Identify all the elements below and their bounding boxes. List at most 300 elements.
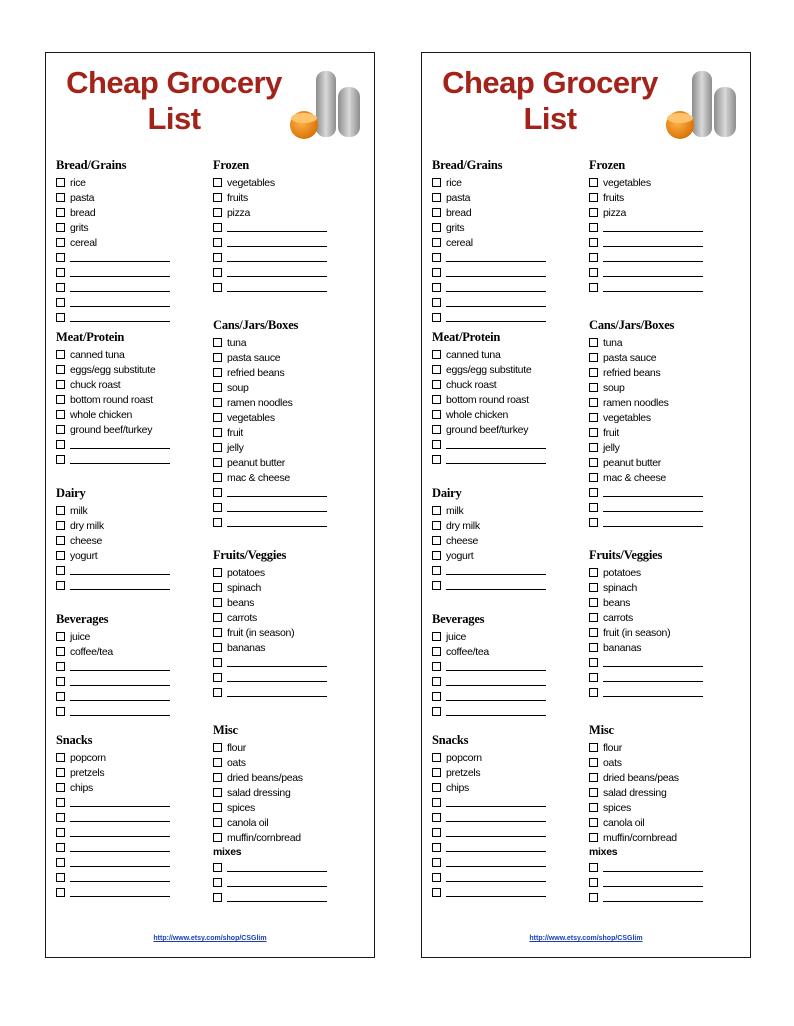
checkbox[interactable] xyxy=(56,551,65,560)
checkbox[interactable] xyxy=(56,843,65,852)
blank-list-item xyxy=(432,295,588,310)
checkbox[interactable] xyxy=(56,753,65,762)
checkbox[interactable] xyxy=(213,833,222,842)
checkbox[interactable] xyxy=(213,193,222,202)
checkbox[interactable] xyxy=(589,788,598,797)
write-in-line[interactable] xyxy=(70,670,170,671)
checkbox[interactable] xyxy=(432,380,441,389)
item-label: fruit xyxy=(603,426,620,439)
write-in-line[interactable] xyxy=(603,291,703,292)
write-in-line[interactable] xyxy=(70,589,170,590)
checkbox[interactable] xyxy=(589,283,598,292)
checkbox[interactable] xyxy=(213,238,222,247)
checkbox[interactable] xyxy=(589,208,598,217)
checkbox[interactable] xyxy=(432,395,441,404)
checkbox[interactable] xyxy=(213,863,222,872)
checkbox[interactable] xyxy=(213,758,222,767)
checkbox[interactable] xyxy=(432,798,441,807)
checkbox[interactable] xyxy=(432,783,441,792)
checkbox[interactable] xyxy=(589,178,598,187)
item-label: whole chicken xyxy=(70,408,133,421)
checkbox[interactable] xyxy=(56,253,65,262)
checkbox[interactable] xyxy=(56,662,65,671)
checkbox[interactable] xyxy=(213,443,222,452)
section-misc xyxy=(213,722,369,905)
checkbox[interactable] xyxy=(432,455,441,464)
checkbox[interactable] xyxy=(56,455,65,464)
checkbox[interactable] xyxy=(589,893,598,902)
checkbox[interactable] xyxy=(213,518,222,527)
checkbox[interactable] xyxy=(589,443,598,452)
write-in-line[interactable] xyxy=(227,886,327,887)
checkbox[interactable] xyxy=(56,238,65,247)
item-label: fruits xyxy=(603,191,624,204)
checkbox[interactable] xyxy=(432,581,441,590)
checkbox[interactable] xyxy=(589,658,598,667)
write-in-line[interactable] xyxy=(446,866,546,867)
checkbox[interactable] xyxy=(589,503,598,512)
blank-list-item xyxy=(432,578,588,593)
checkbox[interactable] xyxy=(589,368,598,377)
checkbox[interactable] xyxy=(432,283,441,292)
write-in-line[interactable] xyxy=(227,511,327,512)
checkbox[interactable] xyxy=(589,773,598,782)
write-in-line[interactable] xyxy=(603,871,703,872)
checkbox[interactable] xyxy=(432,873,441,882)
checkbox[interactable] xyxy=(589,223,598,232)
write-in-line[interactable] xyxy=(70,836,170,837)
write-in-line[interactable] xyxy=(70,574,170,575)
list-item xyxy=(213,410,369,425)
checkbox[interactable] xyxy=(432,178,441,187)
write-in-line[interactable] xyxy=(70,866,170,867)
checkbox[interactable] xyxy=(56,873,65,882)
section-frozen xyxy=(213,157,369,295)
list-title: Cheap Grocery List xyxy=(66,65,282,136)
write-in-line[interactable] xyxy=(70,463,170,464)
checkbox[interactable] xyxy=(56,798,65,807)
write-in-line[interactable] xyxy=(227,696,327,697)
checkbox[interactable] xyxy=(432,238,441,247)
checkbox[interactable] xyxy=(56,677,65,686)
checkbox[interactable] xyxy=(56,380,65,389)
checkbox[interactable] xyxy=(589,583,598,592)
checkbox[interactable] xyxy=(589,193,598,202)
item-label: coffee/tea xyxy=(70,645,113,658)
checkbox[interactable] xyxy=(589,743,598,752)
item-label: dry milk xyxy=(70,519,104,532)
checkbox[interactable] xyxy=(56,828,65,837)
write-in-line[interactable] xyxy=(446,685,546,686)
list-item xyxy=(589,800,745,815)
list-item xyxy=(213,740,369,755)
checkbox[interactable] xyxy=(432,313,441,322)
checkbox[interactable] xyxy=(213,818,222,827)
checkbox[interactable] xyxy=(432,888,441,897)
list-item xyxy=(589,425,745,440)
write-in-line[interactable] xyxy=(603,666,703,667)
checkbox[interactable] xyxy=(589,568,598,577)
section-fruits-veggies xyxy=(589,547,745,700)
blank-list-item xyxy=(432,250,588,265)
checkbox[interactable] xyxy=(56,410,65,419)
checkbox[interactable] xyxy=(213,743,222,752)
checkbox[interactable] xyxy=(213,398,222,407)
checkbox[interactable] xyxy=(589,518,598,527)
checkbox[interactable] xyxy=(56,313,65,322)
write-in-line[interactable] xyxy=(70,896,170,897)
checkbox[interactable] xyxy=(56,365,65,374)
write-in-line[interactable] xyxy=(227,291,327,292)
checkbox[interactable] xyxy=(56,707,65,716)
checkbox[interactable] xyxy=(56,208,65,217)
list-item xyxy=(213,565,369,580)
list-item xyxy=(56,235,212,250)
item-label: soup xyxy=(227,381,249,394)
checkbox[interactable] xyxy=(432,268,441,277)
checkbox[interactable] xyxy=(56,888,65,897)
blank-list-item xyxy=(213,265,369,280)
blank-list-item xyxy=(56,674,212,689)
checkbox[interactable] xyxy=(56,768,65,777)
blank-list-item xyxy=(589,655,745,670)
write-in-line[interactable] xyxy=(227,666,327,667)
checkbox[interactable] xyxy=(213,503,222,512)
section-heading: Beverages xyxy=(432,612,485,626)
checkbox[interactable] xyxy=(589,863,598,872)
checkbox[interactable] xyxy=(432,193,441,202)
write-in-line[interactable] xyxy=(603,681,703,682)
checkbox[interactable] xyxy=(56,506,65,515)
write-in-line[interactable] xyxy=(70,276,170,277)
checkbox[interactable] xyxy=(432,632,441,641)
checkbox[interactable] xyxy=(589,758,598,767)
checkbox[interactable] xyxy=(213,673,222,682)
checkbox[interactable] xyxy=(432,647,441,656)
checkbox[interactable] xyxy=(589,643,598,652)
write-in-line[interactable] xyxy=(446,306,546,307)
item-label: pizza xyxy=(227,206,251,219)
checkbox[interactable] xyxy=(56,521,65,530)
checkbox[interactable] xyxy=(432,425,441,434)
write-in-line[interactable] xyxy=(70,448,170,449)
checkbox[interactable] xyxy=(213,208,222,217)
checkbox[interactable] xyxy=(589,353,598,362)
write-in-line[interactable] xyxy=(603,886,703,887)
write-in-line[interactable] xyxy=(70,715,170,716)
checkbox[interactable] xyxy=(432,521,441,530)
checkbox[interactable] xyxy=(56,536,65,545)
write-in-line[interactable] xyxy=(227,261,327,262)
item-label: ramen noodles xyxy=(603,396,669,409)
item-label: pizza xyxy=(603,206,627,219)
checkbox[interactable] xyxy=(56,632,65,641)
checkbox[interactable] xyxy=(432,813,441,822)
write-in-line[interactable] xyxy=(227,681,327,682)
item-label: whole chicken xyxy=(446,408,509,421)
checkbox[interactable] xyxy=(589,458,598,467)
write-in-line[interactable] xyxy=(70,261,170,262)
section-heading: Fruits/Veggies xyxy=(213,548,287,562)
write-in-line[interactable] xyxy=(603,496,703,497)
item-label: dried beans/peas xyxy=(603,771,679,784)
checkbox[interactable] xyxy=(213,628,222,637)
checkbox[interactable] xyxy=(432,566,441,575)
checkbox[interactable] xyxy=(56,813,65,822)
checkbox[interactable] xyxy=(432,692,441,701)
checkbox[interactable] xyxy=(213,568,222,577)
item-label: chips xyxy=(70,781,94,794)
list-item xyxy=(589,455,745,470)
item-label: popcorn xyxy=(446,751,482,764)
checkbox[interactable] xyxy=(432,298,441,307)
write-in-line[interactable] xyxy=(70,321,170,322)
checkbox[interactable] xyxy=(213,878,222,887)
write-in-line[interactable] xyxy=(70,700,170,701)
checkbox[interactable] xyxy=(213,223,222,232)
checkbox[interactable] xyxy=(432,843,441,852)
checkbox[interactable] xyxy=(589,818,598,827)
blank-list-item xyxy=(432,563,588,578)
checkbox[interactable] xyxy=(589,688,598,697)
checkbox[interactable] xyxy=(589,253,598,262)
section-beverages xyxy=(56,611,212,719)
write-in-line[interactable] xyxy=(446,806,546,807)
write-in-line[interactable] xyxy=(227,246,327,247)
checkbox[interactable] xyxy=(56,178,65,187)
write-in-line[interactable] xyxy=(227,526,327,527)
write-in-line[interactable] xyxy=(603,696,703,697)
write-in-line[interactable] xyxy=(70,291,170,292)
checkbox[interactable] xyxy=(213,643,222,652)
blank-list-item xyxy=(56,659,212,674)
write-in-line[interactable] xyxy=(446,715,546,716)
checkbox[interactable] xyxy=(589,268,598,277)
checkbox[interactable] xyxy=(56,783,65,792)
write-in-line[interactable] xyxy=(227,901,327,902)
checkbox[interactable] xyxy=(213,178,222,187)
write-in-line[interactable] xyxy=(603,261,703,262)
checkbox[interactable] xyxy=(213,473,222,482)
checkbox[interactable] xyxy=(213,268,222,277)
checkbox[interactable] xyxy=(213,368,222,377)
write-in-line[interactable] xyxy=(446,670,546,671)
checkbox[interactable] xyxy=(589,428,598,437)
write-in-line[interactable] xyxy=(70,881,170,882)
list-item xyxy=(432,644,588,659)
checkbox[interactable] xyxy=(589,383,598,392)
checkbox[interactable] xyxy=(56,193,65,202)
write-in-line[interactable] xyxy=(227,231,327,232)
checkbox[interactable] xyxy=(56,858,65,867)
checkbox[interactable] xyxy=(432,440,441,449)
blank-list-item xyxy=(56,310,212,325)
checkbox[interactable] xyxy=(56,647,65,656)
list-item xyxy=(589,470,745,485)
checkbox[interactable] xyxy=(589,488,598,497)
section-snacks xyxy=(432,732,588,900)
write-in-line[interactable] xyxy=(603,276,703,277)
checkbox[interactable] xyxy=(432,536,441,545)
checkbox[interactable] xyxy=(432,223,441,232)
item-label: beans xyxy=(227,596,255,609)
shop-url-link[interactable]: http://www.etsy.com/shop/CSGlim xyxy=(529,935,643,942)
checkbox[interactable] xyxy=(213,488,222,497)
section-heading: Bread/Grains xyxy=(56,158,127,172)
checkbox[interactable] xyxy=(432,858,441,867)
item-label: juice xyxy=(446,630,467,643)
write-in-line[interactable] xyxy=(446,851,546,852)
checkbox[interactable] xyxy=(213,383,222,392)
checkbox[interactable] xyxy=(56,440,65,449)
list-item xyxy=(589,580,745,595)
checkbox[interactable] xyxy=(213,353,222,362)
item-label: eggs/egg substitute xyxy=(70,363,156,376)
write-in-line[interactable] xyxy=(446,574,546,575)
checkbox[interactable] xyxy=(589,413,598,422)
money-coins-icon xyxy=(660,61,746,145)
checkbox[interactable] xyxy=(432,350,441,359)
item-label: muffin/cornbread xyxy=(227,831,301,844)
item-label: spinach xyxy=(603,581,638,594)
checkbox[interactable] xyxy=(213,338,222,347)
item-label: spinach xyxy=(227,581,262,594)
checkbox[interactable] xyxy=(56,566,65,575)
list-item xyxy=(56,407,212,422)
write-in-line[interactable] xyxy=(446,321,546,322)
checkbox[interactable] xyxy=(56,692,65,701)
write-in-line[interactable] xyxy=(446,261,546,262)
list-item xyxy=(56,392,212,407)
item-label: jelly xyxy=(227,441,244,454)
write-in-line[interactable] xyxy=(227,276,327,277)
checkbox[interactable] xyxy=(56,223,65,232)
list-item xyxy=(213,595,369,610)
write-in-line[interactable] xyxy=(603,246,703,247)
checkbox[interactable] xyxy=(213,428,222,437)
item-label: potatoes xyxy=(603,566,641,579)
checkbox[interactable] xyxy=(56,425,65,434)
checkbox[interactable] xyxy=(213,253,222,262)
checkbox[interactable] xyxy=(56,268,65,277)
write-in-line[interactable] xyxy=(603,901,703,902)
write-in-line[interactable] xyxy=(227,871,327,872)
checkbox[interactable] xyxy=(432,506,441,515)
list-item xyxy=(213,365,369,380)
section-dairy xyxy=(56,485,212,593)
checkbox[interactable] xyxy=(589,473,598,482)
write-in-line[interactable] xyxy=(227,496,327,497)
checkbox[interactable] xyxy=(213,788,222,797)
checkbox[interactable] xyxy=(589,628,598,637)
shop-url-link[interactable]: http://www.etsy.com/shop/CSGlim xyxy=(153,935,267,942)
checkbox[interactable] xyxy=(432,662,441,671)
checkbox[interactable] xyxy=(432,768,441,777)
blank-list-item xyxy=(213,685,369,700)
write-in-line[interactable] xyxy=(70,821,170,822)
checkbox[interactable] xyxy=(589,338,598,347)
write-in-line[interactable] xyxy=(446,700,546,701)
write-in-line[interactable] xyxy=(446,276,546,277)
checkbox[interactable] xyxy=(589,598,598,607)
write-in-line[interactable] xyxy=(70,306,170,307)
write-in-line[interactable] xyxy=(70,851,170,852)
write-in-line[interactable] xyxy=(70,806,170,807)
item-label: flour xyxy=(603,741,622,754)
item-label: fruit xyxy=(227,426,244,439)
checkbox[interactable] xyxy=(56,581,65,590)
write-in-line[interactable] xyxy=(603,511,703,512)
checkbox[interactable] xyxy=(213,613,222,622)
checkbox[interactable] xyxy=(589,613,598,622)
write-in-line[interactable] xyxy=(446,821,546,822)
checkbox[interactable] xyxy=(213,598,222,607)
item-label: chuck roast xyxy=(70,378,121,391)
checkbox[interactable] xyxy=(213,688,222,697)
checkbox[interactable] xyxy=(213,413,222,422)
write-in-line[interactable] xyxy=(446,463,546,464)
list-item xyxy=(432,220,588,235)
checkbox[interactable] xyxy=(432,208,441,217)
write-in-line[interactable] xyxy=(603,231,703,232)
checkbox[interactable] xyxy=(589,878,598,887)
write-in-line[interactable] xyxy=(446,589,546,590)
checkbox[interactable] xyxy=(432,677,441,686)
checkbox[interactable] xyxy=(213,893,222,902)
write-in-line[interactable] xyxy=(446,896,546,897)
checkbox[interactable] xyxy=(589,398,598,407)
checkbox[interactable] xyxy=(213,803,222,812)
checkbox[interactable] xyxy=(213,773,222,782)
checkbox[interactable] xyxy=(213,458,222,467)
checkbox[interactable] xyxy=(432,551,441,560)
checkbox[interactable] xyxy=(589,803,598,812)
checkbox[interactable] xyxy=(589,833,598,842)
checkbox[interactable] xyxy=(56,350,65,359)
write-in-line[interactable] xyxy=(446,836,546,837)
blank-list-item xyxy=(589,235,745,250)
checkbox[interactable] xyxy=(589,673,598,682)
checkbox[interactable] xyxy=(432,707,441,716)
write-in-line[interactable] xyxy=(446,881,546,882)
blank-list-item xyxy=(432,659,588,674)
checkbox[interactable] xyxy=(432,828,441,837)
checkbox[interactable] xyxy=(589,238,598,247)
list-item xyxy=(432,629,588,644)
checkbox[interactable] xyxy=(432,410,441,419)
section-heading: Dairy xyxy=(432,486,462,500)
checkbox[interactable] xyxy=(213,583,222,592)
write-in-line[interactable] xyxy=(603,526,703,527)
write-in-line[interactable] xyxy=(446,291,546,292)
write-in-line[interactable] xyxy=(70,685,170,686)
write-in-line[interactable] xyxy=(446,448,546,449)
checkbox[interactable] xyxy=(213,283,222,292)
checkbox[interactable] xyxy=(432,753,441,762)
item-label: jelly xyxy=(603,441,620,454)
checkbox[interactable] xyxy=(213,658,222,667)
item-label: canned tuna xyxy=(446,348,501,361)
checkbox[interactable] xyxy=(432,365,441,374)
checkbox[interactable] xyxy=(56,283,65,292)
checkbox[interactable] xyxy=(56,298,65,307)
list-item xyxy=(432,347,588,362)
checkbox[interactable] xyxy=(56,395,65,404)
list-item xyxy=(432,518,588,533)
list-item xyxy=(589,380,745,395)
checkbox[interactable] xyxy=(432,253,441,262)
item-label: mac & cheese xyxy=(227,471,290,484)
